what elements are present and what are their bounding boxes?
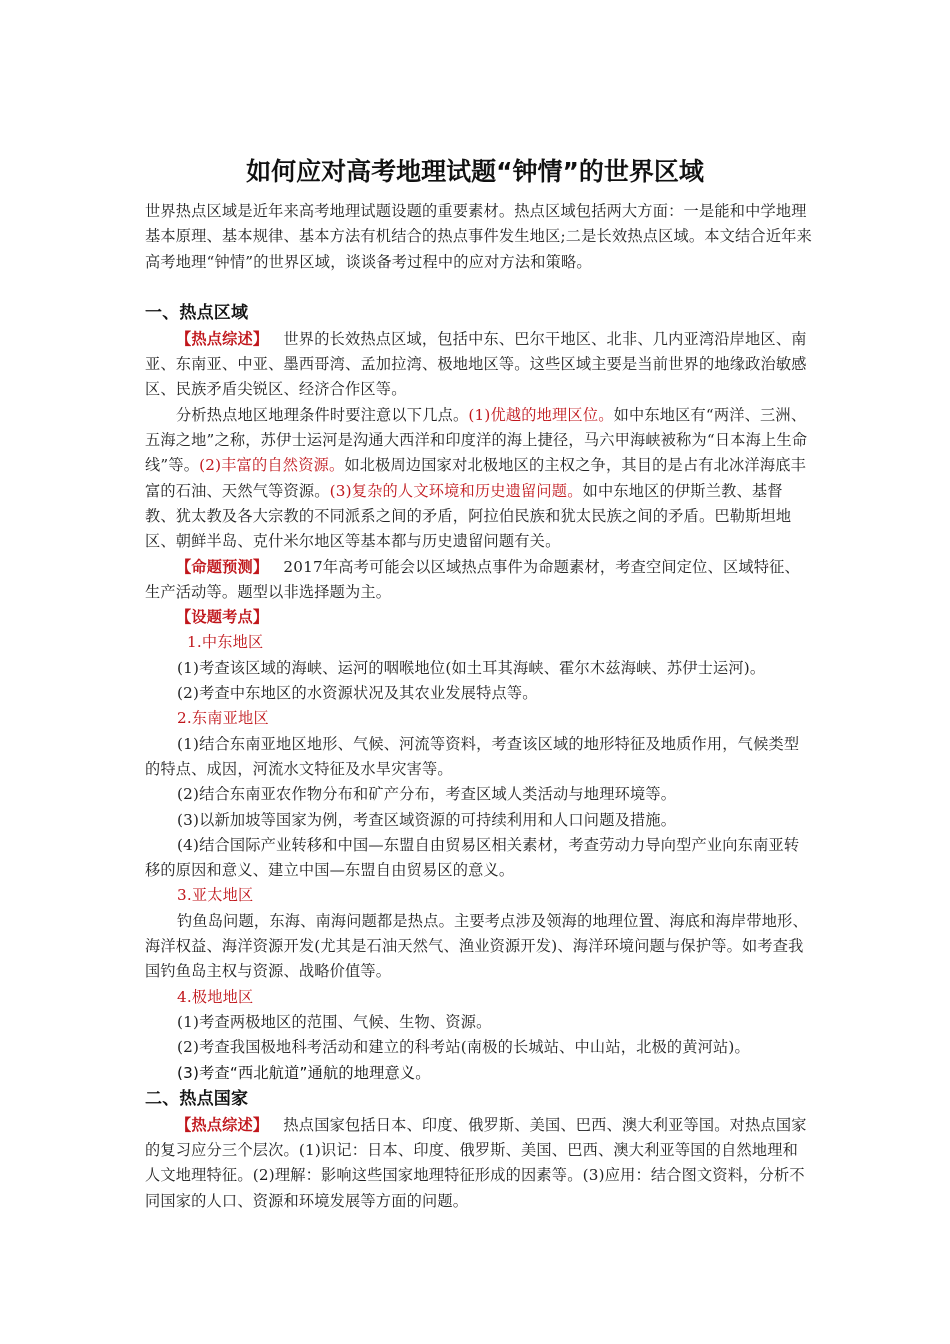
region-item: (4)结合国际产业转移和中国—东盟自由贸易区相关素材，考查劳动力导向型产业向东南亚转移的原因和意义、建立中国—东盟自由贸易区的意义。 bbox=[145, 835, 800, 880]
summary-tag: 【热点综述】 bbox=[176, 329, 269, 348]
analysis-point-1-text: 如中东地区有“两洋、三洲、五海之地”之称，苏伊士运河是沟通大西洋和印度洋的海上捷径，马六甲海峡被称为“日本海上生命线”等。 bbox=[145, 405, 808, 475]
exam-points-tag: 【设题考点】 bbox=[176, 608, 269, 627]
region-item: (3)考查“西北航道”通航的地理意义。 bbox=[177, 1063, 431, 1082]
summary-text: 热点国家包括日本、印度、俄罗斯、美国、巴西、澳大利亚等国。对热点国家的复习应分三个层次。(1)识记：日本、印度、俄罗斯、美国、巴西、澳大利亚等国的自然地理和人文地理特征。(2)理解：影响这些国家地理特征形成的因素等。(3)应用：结合图文资料，分析不同国家的人口、资源和环境发展等方面的问题。 bbox=[145, 1115, 807, 1210]
hot-countries-summary bbox=[145, 1113, 813, 1214]
analysis-point-3-text: 如中东地区的伊斯兰教、基督教、犹太教及各大宗教的不同派系之间的矛盾，阿拉伯民族和犹太民族之间的矛盾。巴勒斯坦地区、朝鲜半岛、克什米尔地区等基本都与历史遗留问题有关。 bbox=[145, 481, 792, 551]
region-title-asia-pacific: 3.亚太地区 bbox=[177, 886, 254, 905]
analysis-point-2-text: 如北极周边国家对北极地区的主权之争，其目的是占有北冰洋海底丰富的石油、天然气等资源。 bbox=[145, 456, 806, 500]
summary-text: 世界的长效热点区域，包括中东、巴尔干地区、北非、几内亚湾沿岸地区、南亚、东南亚、中亚、墨西哥湾、孟加拉湾、极地地区等。这些区域主要是当前世界的地缘政治敏感区、民族矛盾尖锐区、经济合作区等。 bbox=[145, 329, 807, 399]
spacer bbox=[145, 275, 813, 300]
exam-points-heading bbox=[145, 605, 813, 630]
analysis-paragraph bbox=[145, 403, 813, 555]
analysis-point-1-label: (1)优越的地理区位。 bbox=[468, 405, 614, 424]
analysis-lead: 分析热点地区地理条件时要注意以下几点。 bbox=[176, 405, 469, 424]
region-item: (1)考查两极地区的范围、气候、生物、资源。 bbox=[177, 1012, 492, 1031]
section-heading-hot-countries: 二、热点国家 bbox=[145, 1088, 249, 1109]
region-item: (2)考查我国极地科考活动和建立的科考站(南极的长城站、中山站，北极的黄河站)。 bbox=[177, 1038, 750, 1057]
analysis-point-3-label: (3)复杂的人文环境和历史遗留问题。 bbox=[329, 481, 583, 500]
region-item: (2)考查中东地区的水资源状况及其农业发展特点等。 bbox=[177, 684, 538, 703]
region-title-southeast-asia: 2.东南亚地区 bbox=[177, 709, 269, 728]
region-title-middle-east: 1.中东地区 bbox=[187, 633, 264, 652]
section-heading-hot-regions: 一、热点区域 bbox=[145, 302, 249, 323]
article-body bbox=[145, 199, 813, 1214]
region-item: (1)考查该区域的海峡、运河的咽喉地位(如土耳其海峡、霍尔木兹海峡、苏伊士运河)。 bbox=[177, 658, 766, 677]
analysis-point-2-label: (2)丰富的自然资源。 bbox=[199, 456, 345, 475]
summary-tag: 【热点综述】 bbox=[176, 1115, 269, 1134]
region-item: (2)结合东南亚农作物分布和矿产分布，考查区域人类活动与地理环境等。 bbox=[177, 785, 677, 804]
region-item: (1)结合东南亚地区地形、气候、河流等资料，考查该区域的地形特征及地质作用，气候类型的特点、成因，河流水文特征及水旱灾害等。 bbox=[145, 734, 800, 778]
intro-paragraph: 世界热点区域是近年来高考地理试题设题的重要素材。热点区域包括两大方面：一是能和中学地理基本原理、基本规律、基本方法有机结合的热点事件发生地区;二是长效热点区域。本文结合近年来高考地理“钟情”的世界区域，谈谈备考过程中的应对方法和策略。 bbox=[145, 202, 812, 271]
region-item: 钓鱼岛问题，东海、南海问题都是热点。主要考点涉及领海的地理位置、海底和海岸带地形、海洋权益、海洋资源开发(尤其是石油天然气、渔业资源开发)、海洋环境问题与保护等。如考查我国钓鱼岛主权与资源、战略价值等。 bbox=[145, 911, 808, 981]
forecast-text: 2017年高考可能会以区域热点事件为命题素材，考查空间定位、区域特征、生产活动等。题型以非选择题为主。 bbox=[145, 557, 800, 601]
page-title: 如何应对高考地理试题“钟情”的世界区域 bbox=[246, 157, 704, 186]
region-title-polar: 4.极地地区 bbox=[177, 987, 254, 1006]
forecast-paragraph bbox=[145, 555, 813, 606]
forecast-tag: 【命题预测】 bbox=[176, 557, 269, 576]
region-item: (3)以新加坡等国家为例，考查区域资源的可持续利用和人口问题及措施。 bbox=[177, 810, 677, 829]
hot-regions-summary bbox=[145, 327, 813, 403]
